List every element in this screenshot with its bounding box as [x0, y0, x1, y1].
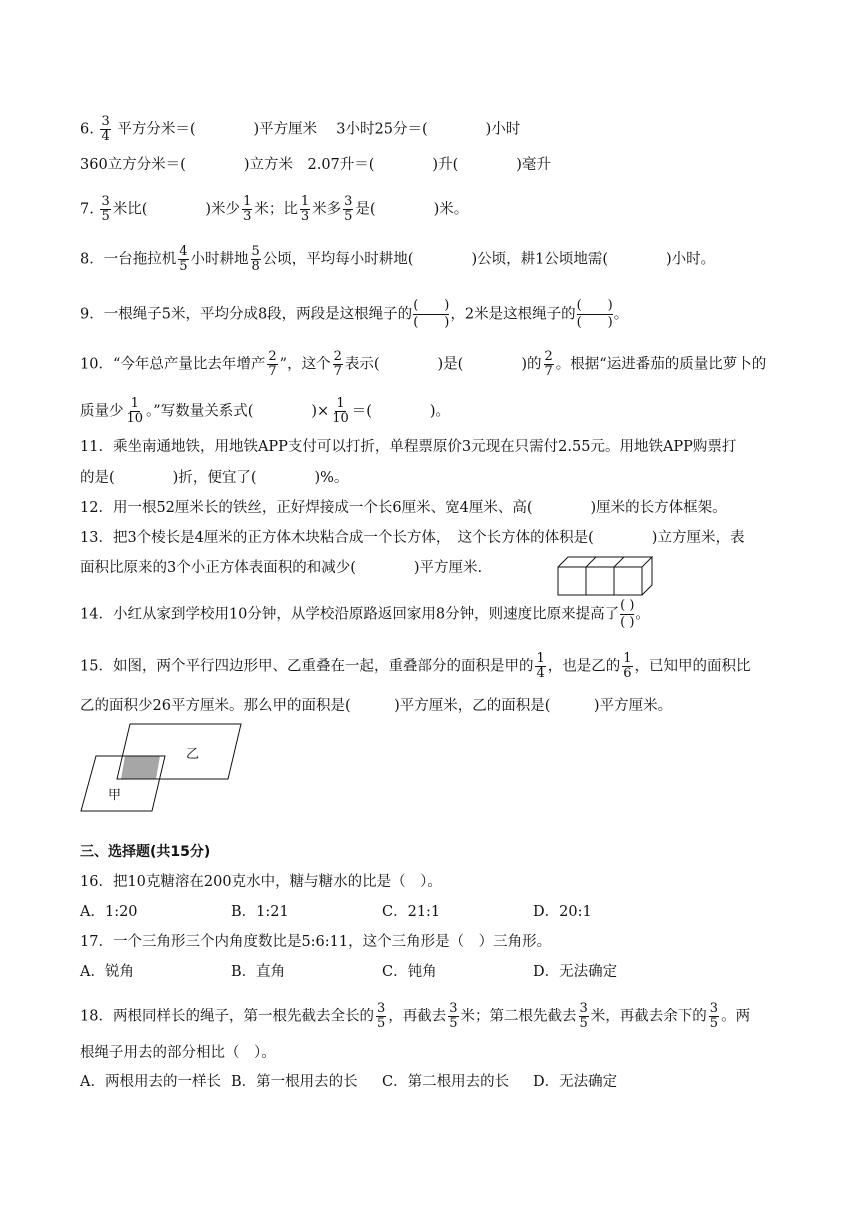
q18-line1: 18．两根同样长的绳子，第一根先截去全长的 $\frac{3}{5}$ ，再截去 $\frac{3}{5}$ 米；第二根先截去 $\frac{3}{5}$ 米，再截去余下的 $\frac{3}{5}$ 。两 [80, 1001, 751, 1031]
q10-line2: 质量少 $\frac{1}{10}$ 。”写数量关系式( )× $\frac{1}{10}$ ＝( )。 [80, 396, 451, 426]
q13-line2: 面积比原来的3个小正方体表面积的和减少( )平方厘米. [80, 560, 483, 576]
q11-line2: 的是( )折，便宜了( )%。 [80, 470, 349, 486]
cube-figure-icon [556, 555, 656, 597]
label-jia: 甲 [108, 788, 122, 803]
fraction: $\frac{2}{7}$ [333, 349, 342, 379]
fraction: $\frac{1}{6}$ [623, 651, 632, 681]
option-a: A．锐角 [80, 964, 134, 980]
fraction: $\frac{3}{5}$ [101, 194, 110, 224]
fraction: $\frac{3}{5}$ [709, 1001, 719, 1031]
q8: 8．一台拖拉机 $\frac{4}{5}$ 小时耕地 $\frac{5}{8}$ 公顷，平均每小时耕地( )公顷，耕1公顷地需( )小时。 [80, 244, 716, 274]
q6-line2: 360立方分米＝( )立方米 2.07升＝( )升( )毫升 [80, 157, 551, 173]
q18-line2: 根绳子用去的部分相比（ ）。 [80, 1045, 276, 1061]
q13-line1: 13．把3个棱长是4厘米的正方体木块粘合成一个长方体， 这个长方体的体积是( )立方厘米，表 [80, 530, 745, 546]
q16-stem: 16．把10克糖溶在200克水中，糖与糖水的比是（ ）。 [80, 874, 442, 890]
q10-line1: 10．“今年总产量比去年增产 $\frac{2}{7}$ ”，这个 $\frac{2}{7}$ 表示( )是( )的 $\frac{2}{7}$ 。根据“运进番茄的质量比萝卜的 [80, 349, 767, 379]
blank-fraction: ( ) ( ) [413, 298, 450, 330]
option-c: C．第二根用去的长 [382, 1074, 510, 1090]
fraction: $\frac{2}{7}$ [268, 349, 277, 379]
option-c: C．钝角 [382, 964, 437, 980]
q15-line1: 15．如图，两个平行四边形甲、乙重叠在一起，重叠部分的面积是甲的 $\frac{1}{4}$ ，也是乙的 $\frac{1}{6}$ ，已知甲的面积比 [80, 651, 751, 681]
fraction: $\frac{1}{3}$ [300, 194, 310, 224]
q7: 7. $\frac{3}{5}$ 米比( )米少 $\frac{1}{3}$ 米；比 $\frac{1}{3}$ 米多 $\frac{3}{5}$ 是( )米。 [80, 194, 469, 224]
option-b: B．直角 [231, 964, 286, 980]
q9: 9．一根绳子5米，平均分成8段，两段是这根绳子的 ( ) ( ) ，2米是这根绳子的 ( ) ( ) 。 [80, 298, 629, 330]
option-d: D．无法确定 [533, 964, 618, 980]
option-a: A．1:20 [80, 904, 138, 920]
q12: 12．用一根52厘米长的铁丝，正好焊接成一个长6厘米、宽4厘米、高( )厘米的长方体框架。 [80, 500, 727, 516]
fraction: $\frac{3}{5}$ [344, 194, 353, 224]
fraction: $\frac{1}{10}$ [332, 396, 349, 426]
option-c: C．21:1 [382, 904, 441, 920]
option-d: D．20:1 [533, 904, 592, 920]
fraction: $\frac{1}{10}$ [126, 396, 144, 426]
option-d: D．无法确定 [533, 1074, 618, 1090]
blank-fraction: ( ) ( ) [576, 298, 613, 330]
parallelogram-figure-icon [78, 722, 244, 814]
q11-line1: 11．乘坐南通地铁，用地铁APP支付可以打折，单程票原价3元现在只需付2.55元。用地铁APP购票打 [80, 439, 737, 455]
fraction: $\frac{4}{5}$ [179, 244, 188, 274]
fraction: $\frac{3}{5}$ [449, 1001, 458, 1031]
fraction: $\frac{1}{3}$ [243, 194, 252, 224]
fraction: $\frac{1}{4}$ [536, 651, 545, 681]
fraction: $\frac{3}{4}$ [101, 114, 110, 144]
fraction: $\frac{3}{5}$ [579, 1001, 588, 1031]
option-a: A．两根用去的一样长 [80, 1074, 221, 1090]
q6-line1: 6. $\frac{3}{4}$ 平方分米＝( )平方厘米 3小时25分＝( )小时 [80, 114, 521, 144]
fraction: $\frac{2}{7}$ [544, 349, 553, 379]
q17-stem: 17．一个三角形三个内角度数比是5:6:11，这个三角形是（ ）三角形。 [80, 934, 552, 950]
section-heading: 三、选择题(共15分) [80, 844, 211, 860]
label-yi: 乙 [186, 747, 200, 762]
fraction: $\frac{3}{5}$ [376, 1001, 386, 1031]
q15-line2: 乙的面积少26平方厘米。那么甲的面积是( )平方厘米，乙的面积是( )平方厘米。 [80, 698, 673, 714]
q14: 14．小红从家到学校用10分钟，从学校沿原路返回家用8分钟，则速度比原来提高了 ( ) ( ) 。 [80, 598, 650, 630]
option-b: B．1:21 [231, 904, 289, 920]
fraction: $\frac{5}{8}$ [251, 244, 260, 274]
blank-fraction: ( ) ( ) [620, 598, 635, 630]
option-b: B．第一根用去的长 [231, 1074, 358, 1090]
